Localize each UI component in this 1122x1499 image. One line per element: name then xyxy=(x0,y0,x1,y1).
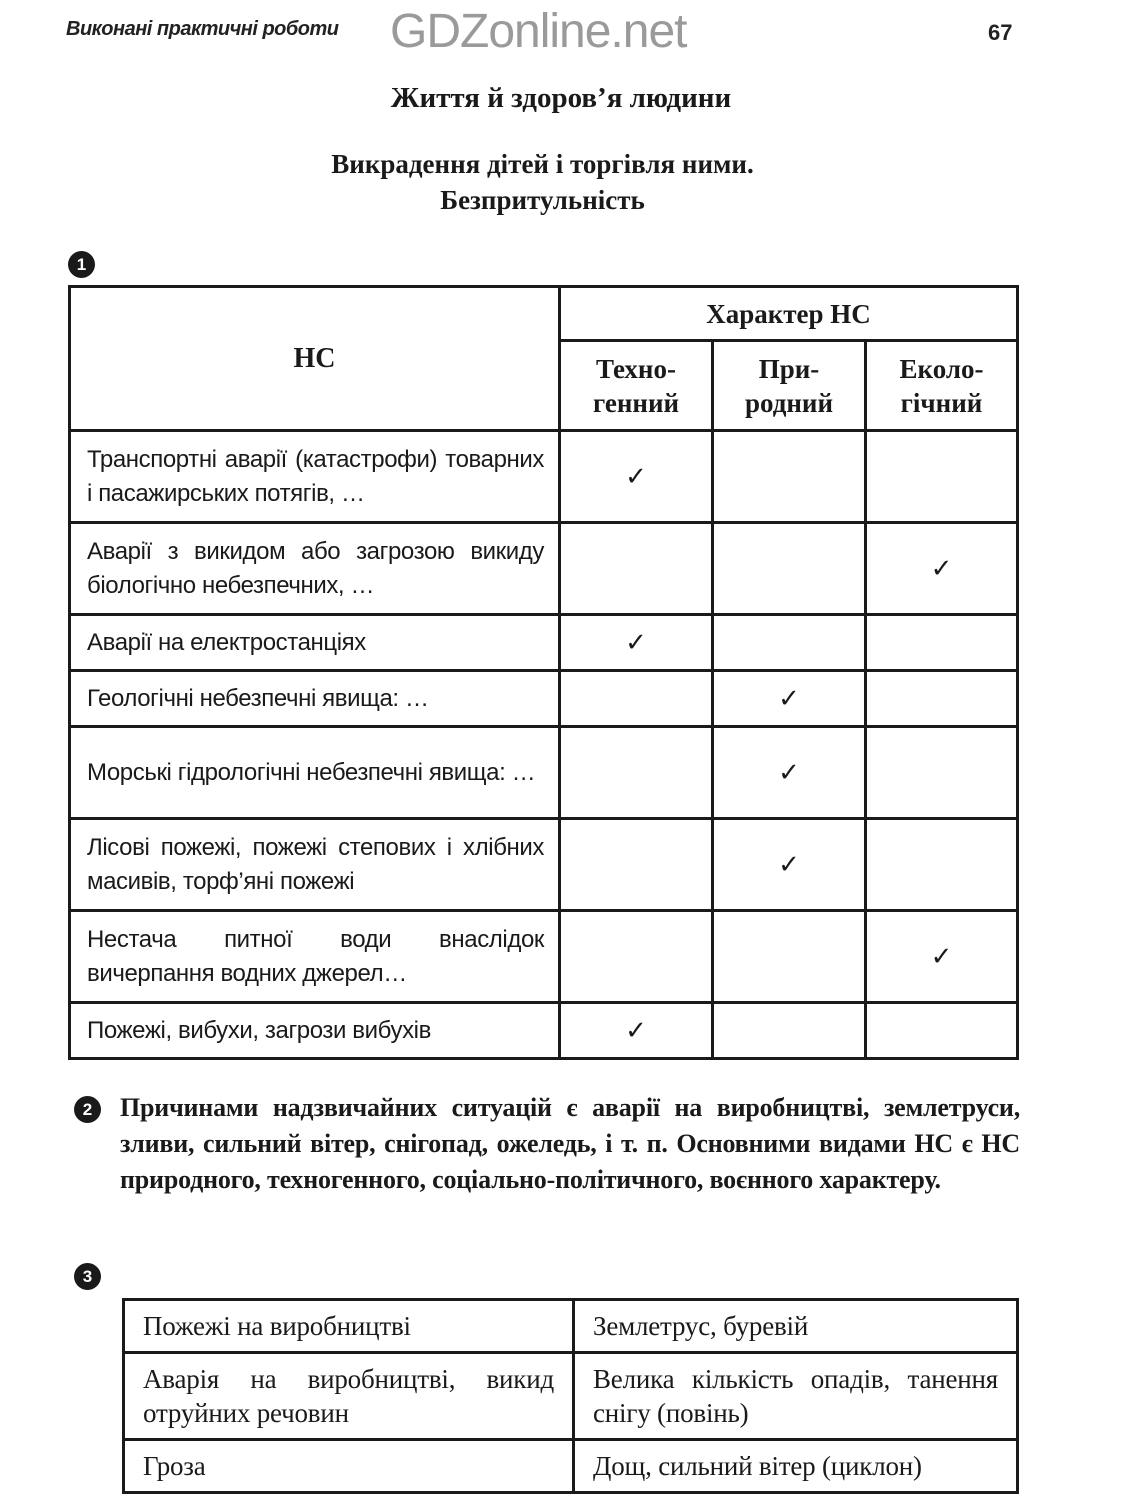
technogenic-cause: Аварія на виробництві, викид отруйних речовин xyxy=(124,1353,574,1440)
running-head: Виконані практичні роботи xyxy=(66,18,339,40)
page-number: 67 xyxy=(988,20,1013,45)
hazard-name: Транспортні аварії (катастрофи) товарних і пасажирських потягів, … xyxy=(70,431,560,523)
check-mark-icon: ✓ xyxy=(866,523,1018,615)
natural-cause: Землетрус, буревій xyxy=(574,1300,1018,1353)
table-row xyxy=(124,1353,1018,1440)
task-3-marker: 3 xyxy=(74,1263,101,1290)
empty-cell xyxy=(866,615,1018,671)
check-mark-icon: ✓ xyxy=(866,911,1018,1003)
check-mark-icon: ✓ xyxy=(713,727,866,819)
empty-cell xyxy=(866,819,1018,911)
hazard-name: Нестача питної води внаслідок вичерпання водних джерел… xyxy=(70,911,560,1003)
check-mark-icon: ✓ xyxy=(713,819,866,911)
column-group-header: Характер НС xyxy=(560,287,1018,341)
empty-cell xyxy=(866,727,1018,819)
table-row xyxy=(70,523,1018,615)
column-header-natural: При- родний xyxy=(713,341,866,431)
empty-cell xyxy=(713,431,866,523)
table-row xyxy=(70,1003,1018,1059)
hazard-name: Аварії з викидом або загрозою викиду біологічно небезпечних, … xyxy=(70,523,560,615)
hazard-name: Морські гідрологічні небезпечні явища: … xyxy=(70,727,560,819)
empty-cell xyxy=(713,1003,866,1059)
empty-cell xyxy=(560,671,713,727)
check-mark-icon: ✓ xyxy=(560,431,713,523)
natural-cause: Велика кількість опадів, танення снігу (повінь) xyxy=(574,1353,1018,1440)
table-row xyxy=(70,727,1018,819)
causes-table xyxy=(122,1298,1019,1494)
empty-cell xyxy=(560,523,713,615)
table-row xyxy=(70,615,1018,671)
hazard-name: Лісові пожежі, пожежі степових і хлібних масивів, торф’яні пожежі xyxy=(70,819,560,911)
check-mark-icon: ✓ xyxy=(713,671,866,727)
check-mark-icon: ✓ xyxy=(560,1003,713,1059)
table-row xyxy=(70,671,1018,727)
task-1-marker: 1 xyxy=(68,251,95,278)
hazard-name: Аварії на електростанціях xyxy=(70,615,560,671)
hazard-name: Пожежі, вибухи, загрози вибухів xyxy=(70,1003,560,1059)
topic-title xyxy=(0,146,1085,218)
section-title: Життя й здоров’я людини xyxy=(390,82,732,114)
empty-cell xyxy=(560,911,713,1003)
watermark: GDZonline.net xyxy=(390,5,687,58)
natural-cause: Дощ, сильний вітер (циклон) xyxy=(574,1440,1018,1493)
empty-cell xyxy=(866,431,1018,523)
check-mark-icon: ✓ xyxy=(560,615,713,671)
empty-cell xyxy=(713,911,866,1003)
table-row xyxy=(124,1440,1018,1493)
task-2-marker: 2 xyxy=(74,1096,101,1123)
topic-title-line-1: Викрадення дітей і торгівля ними. xyxy=(331,149,754,179)
causes-table-body xyxy=(124,1300,1018,1493)
hazard-table-body xyxy=(70,431,1018,1059)
hazard-name: Геологічні небезпечні явища: … xyxy=(70,671,560,727)
empty-cell xyxy=(713,523,866,615)
hazard-classification-table xyxy=(68,285,1019,1060)
task-2-answer: Причинами надзвичайних ситуацій є аварії на виробництві, землетруси, зливи, сильний вітер, снігопад, ожеледь, і т. п. Основними видами НС є НС природного, техногенного, соціально-політичного, воєнного характеру. xyxy=(120,1093,1020,1194)
topic-title-line-2: Безпритульність xyxy=(440,185,645,215)
empty-cell xyxy=(713,615,866,671)
table-row xyxy=(124,1300,1018,1353)
empty-cell xyxy=(866,1003,1018,1059)
technogenic-cause: Пожежі на виробництві xyxy=(124,1300,574,1353)
empty-cell xyxy=(560,727,713,819)
column-header-technogenic: Техно- генний xyxy=(560,341,713,431)
technogenic-cause: Гроза xyxy=(124,1440,574,1493)
table-row xyxy=(70,911,1018,1003)
table-row xyxy=(70,431,1018,523)
column-header-hs: НС xyxy=(70,287,560,431)
empty-cell xyxy=(560,819,713,911)
column-header-ecological: Еколо- гічний xyxy=(866,341,1018,431)
empty-cell xyxy=(866,671,1018,727)
table-row xyxy=(70,819,1018,911)
